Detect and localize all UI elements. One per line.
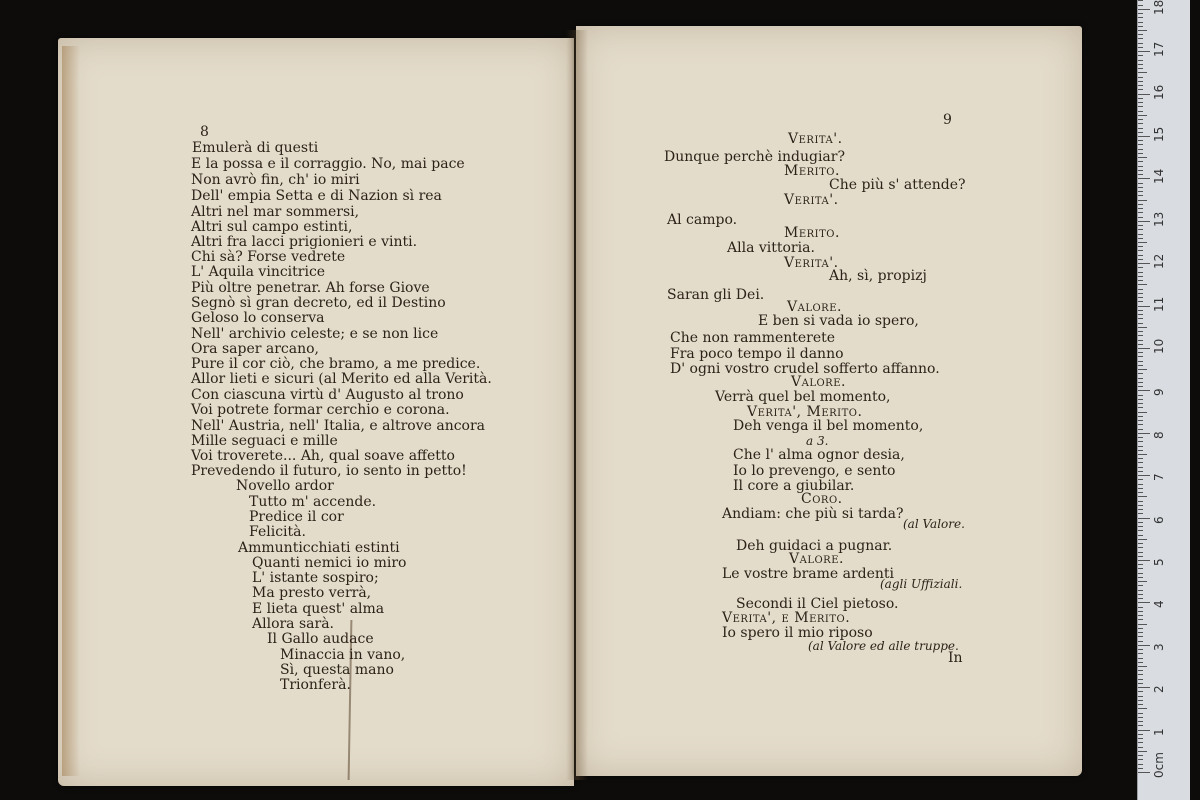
ruler-tick — [1138, 734, 1143, 735]
right-line: Dunque perchè indugiar? — [664, 149, 845, 165]
left-page-number: 8 — [200, 124, 209, 140]
ruler-tick — [1138, 687, 1150, 688]
ruler-tick — [1138, 293, 1143, 294]
ruler-label: 14 — [1152, 169, 1166, 185]
ruler-tick — [1138, 98, 1143, 99]
ruler-tick — [1138, 518, 1150, 519]
ruler-tick — [1138, 543, 1143, 544]
ruler-tick — [1138, 467, 1143, 468]
ruler-tick — [1138, 378, 1143, 379]
ruler-tick — [1138, 85, 1143, 86]
left-line: Quanti nemici io miro — [252, 555, 407, 571]
ruler-tick — [1138, 505, 1143, 506]
left-line: Nell' archivio celeste; e se non lice — [191, 326, 439, 342]
ruler-tick — [1138, 242, 1147, 243]
ruler-tick — [1138, 577, 1143, 578]
ruler-tick — [1138, 13, 1143, 14]
ruler-tick — [1138, 68, 1143, 69]
ruler-tick — [1138, 26, 1143, 27]
ruler-tick — [1138, 352, 1143, 353]
speaker-name: Coro. — [801, 491, 843, 507]
ruler-tick — [1138, 238, 1143, 239]
left-line: L' istante sospiro; — [252, 570, 379, 586]
ruler-tick — [1138, 471, 1143, 472]
right-line: Ah, sì, propizj — [829, 268, 927, 284]
ruler-label: 3 — [1152, 643, 1166, 651]
right-line: Che più s' attende? — [829, 177, 966, 193]
right-line: Io spero il mio riposo — [722, 625, 873, 641]
ruler-tick — [1138, 81, 1143, 82]
ruler-label: 7 — [1152, 473, 1166, 482]
left-line: Tutto m' accende. — [249, 494, 377, 510]
ruler-tick — [1138, 22, 1143, 23]
ruler-tick — [1138, 725, 1143, 726]
ruler-tick — [1138, 318, 1143, 319]
right-line: Che l' alma ognor desia, — [733, 447, 905, 463]
ruler-tick — [1138, 412, 1147, 413]
ruler-tick — [1138, 759, 1143, 760]
left-line: Con ciascuna virtù d' Augusto al trono — [191, 387, 464, 403]
ruler-tick — [1138, 755, 1143, 756]
right-line: Il core a giubilar. — [733, 478, 855, 494]
ruler-tick — [1138, 276, 1143, 277]
ruler-tick — [1138, 259, 1143, 260]
ruler-tick — [1138, 89, 1143, 90]
ruler-tick — [1138, 641, 1143, 642]
left-line: Felicità. — [249, 524, 306, 540]
speaker-name: Verita', Merito. — [747, 404, 863, 420]
ruler-tick — [1138, 730, 1150, 731]
ruler-tick — [1138, 43, 1143, 44]
ruler-tick — [1138, 522, 1143, 523]
ruler-tick — [1138, 484, 1143, 485]
ruler-tick — [1138, 327, 1147, 328]
catchword: In — [948, 650, 963, 666]
ruler-tick — [1138, 72, 1147, 73]
ruler-tick — [1138, 539, 1147, 540]
ruler-tick — [1138, 696, 1143, 697]
speaker-name: Valore. — [787, 299, 842, 315]
ruler-tick — [1138, 187, 1143, 188]
ruler-tick — [1138, 602, 1150, 603]
right-line: Andiam: che più si tarda? — [722, 506, 904, 522]
ruler-tick — [1138, 140, 1143, 141]
ruler-tick — [1138, 403, 1143, 404]
ruler-tick — [1138, 547, 1143, 548]
ruler-tick — [1138, 289, 1143, 290]
ruler-tick — [1138, 573, 1143, 574]
right-line: Deh guidaci a pugnar. — [736, 538, 893, 554]
ruler-tick — [1138, 462, 1143, 463]
ruler-tick — [1138, 526, 1143, 527]
left-line: Ora saper arcano, — [191, 341, 320, 357]
ruler-tick — [1138, 111, 1143, 112]
ruler-tick — [1138, 585, 1143, 586]
left-line: Mille seguaci e mille — [191, 433, 338, 449]
left-line: Altri fra lacci prigionieri e vinti. — [191, 234, 418, 250]
ruler-tick — [1138, 128, 1143, 129]
left-line: Nell' Austria, nell' Italia, e altrove ancora — [191, 418, 486, 434]
stage-direction: a 3. — [806, 434, 829, 448]
ruler-tick — [1138, 590, 1143, 591]
left-line: E la possa e il corraggio. No, mai pace — [191, 156, 465, 172]
ruler-tick — [1138, 424, 1143, 425]
ruler-tick — [1138, 174, 1143, 175]
left-line: Geloso lo conserva — [191, 310, 325, 326]
ruler-tick — [1138, 157, 1147, 158]
ruler-tick — [1138, 34, 1143, 35]
ruler-label: 13 — [1152, 211, 1166, 227]
ruler-tick — [1138, 386, 1143, 387]
ruler-label: 16 — [1152, 84, 1166, 100]
ruler-tick — [1138, 556, 1143, 557]
left-line: Trionferà. — [280, 677, 351, 693]
ruler-tick — [1138, 433, 1150, 434]
left-line: Il Gallo audace — [267, 631, 374, 647]
ruler-tick — [1138, 738, 1143, 739]
right-line: Fra poco tempo il danno — [670, 346, 844, 362]
left-line: Ammunticchiati estinti — [238, 540, 400, 556]
stage-direction: (agli Uffiziali. — [880, 577, 963, 591]
ruler-tick — [1138, 234, 1143, 235]
ruler-tick — [1138, 225, 1143, 226]
right-line: Le vostre brame ardenti — [722, 566, 895, 582]
speaker-name: Verita'. — [784, 255, 839, 271]
ruler-tick — [1138, 9, 1150, 10]
ruler-label: 1 — [1152, 727, 1166, 736]
ruler-tick — [1138, 149, 1143, 150]
ruler-tick — [1138, 564, 1143, 565]
ruler-tick — [1138, 166, 1143, 167]
ruler-tick — [1138, 742, 1143, 743]
ruler-tick — [1138, 552, 1143, 553]
ruler-tick — [1138, 0, 1143, 1]
ruler-tick — [1138, 340, 1143, 341]
left-line: E lieta quest' alma — [252, 601, 385, 617]
ruler-tick — [1138, 208, 1143, 209]
ruler-tick — [1138, 568, 1143, 569]
stage-direction: (al Valore ed alle truppe. — [808, 639, 959, 653]
ruler-tick — [1138, 246, 1143, 247]
ruler-tick — [1138, 479, 1143, 480]
ruler-tick — [1138, 267, 1143, 268]
ruler-tick — [1138, 310, 1143, 311]
ruler-tick — [1138, 708, 1147, 709]
measurement-ruler — [1137, 0, 1190, 800]
right-line: Alla vittoria. — [727, 240, 815, 256]
ruler-tick — [1138, 64, 1143, 65]
speaker-name: Verita'. — [784, 192, 839, 208]
ruler-label: 10 — [1152, 338, 1166, 354]
ruler-tick — [1138, 94, 1150, 95]
ruler-tick — [1138, 280, 1143, 281]
ruler-tick — [1138, 119, 1143, 120]
ruler-tick — [1138, 115, 1147, 116]
ruler-tick — [1138, 255, 1143, 256]
ruler-tick — [1138, 183, 1143, 184]
ruler-tick — [1138, 407, 1143, 408]
ruler-tick — [1138, 454, 1147, 455]
ruler-tick — [1138, 674, 1143, 675]
ruler-tick — [1138, 297, 1143, 298]
ruler-tick — [1138, 713, 1143, 714]
right-page-number: 9 — [943, 112, 952, 128]
ruler-tick — [1138, 55, 1143, 56]
ruler-tick — [1138, 429, 1143, 430]
left-line: Sì, questa mano — [280, 662, 394, 678]
ruler-tick — [1138, 581, 1147, 582]
ruler-tick — [1138, 649, 1143, 650]
ruler-tick — [1138, 535, 1143, 536]
ruler-tick — [1138, 123, 1143, 124]
ruler-tick — [1138, 624, 1147, 625]
ruler-label: 4 — [1152, 600, 1166, 609]
right-line: Che non rammenterete — [670, 330, 836, 346]
ruler-tick — [1138, 331, 1143, 332]
left-line: Altri nel mar sommersi, — [191, 204, 360, 220]
left-line: Allora sarà. — [252, 616, 335, 632]
ruler-tick — [1138, 77, 1143, 78]
speaker-name: Merito. — [784, 163, 840, 179]
ruler-label: 5 — [1152, 558, 1166, 566]
ruler-tick — [1138, 496, 1147, 497]
ruler-label: 9 — [1152, 388, 1166, 397]
speaker-name: Valore. — [791, 374, 846, 390]
ruler-tick — [1138, 395, 1143, 396]
ruler-tick — [1138, 441, 1143, 442]
ruler-tick — [1138, 217, 1143, 218]
ruler-tick — [1138, 632, 1143, 633]
ruler-tick — [1138, 501, 1143, 502]
ruler-tick — [1138, 619, 1143, 620]
ruler-tick — [1138, 200, 1147, 201]
ruler-tick — [1138, 530, 1143, 531]
ruler-tick — [1138, 272, 1143, 273]
ruler-tick — [1138, 17, 1143, 18]
ruler-tick — [1138, 420, 1143, 421]
ruler-tick — [1138, 106, 1143, 107]
ruler-tick — [1138, 679, 1143, 680]
ruler-tick — [1138, 450, 1143, 451]
ruler-tick — [1138, 263, 1150, 264]
ruler-tick — [1138, 594, 1143, 595]
left-line: Ma presto verrà, — [252, 585, 372, 601]
speaker-name: Verita'. — [788, 131, 843, 147]
ruler-tick — [1138, 768, 1143, 769]
ruler-tick — [1138, 437, 1143, 438]
ruler-tick — [1138, 560, 1150, 561]
ruler-label: 11 — [1152, 296, 1166, 312]
ruler-tick — [1138, 361, 1143, 362]
ruler-tick — [1138, 704, 1143, 705]
ruler-tick — [1138, 38, 1143, 39]
left-line: Dell' empia Setta e di Nazion sì rea — [191, 188, 442, 204]
ruler-tick — [1138, 670, 1143, 671]
ruler-tick — [1138, 102, 1143, 103]
ruler-tick — [1138, 60, 1143, 61]
right-line: Io lo prevengo, e sento — [733, 463, 896, 479]
ruler-label: 12 — [1152, 253, 1166, 270]
ruler-tick — [1138, 615, 1143, 616]
ruler-tick — [1138, 658, 1143, 659]
right-line: Secondi il Ciel pietoso. — [736, 596, 899, 612]
ruler-label: 8 — [1152, 431, 1166, 439]
ruler-tick — [1138, 488, 1143, 489]
left-line: Segnò sì gran decreto, ed il Destino — [191, 295, 446, 311]
ruler-tick — [1138, 306, 1150, 307]
ruler-tick — [1138, 764, 1143, 765]
right-line: Deh venga il bel momento, — [733, 418, 924, 434]
ruler-tick — [1138, 373, 1143, 374]
ruler-tick — [1138, 323, 1143, 324]
ruler-tick — [1138, 136, 1150, 137]
ruler-tick — [1138, 314, 1143, 315]
ruler-label: 17 — [1152, 41, 1166, 58]
left-line: Chi sà? Forse vedrete — [191, 249, 346, 265]
ruler-label: 2 — [1152, 685, 1166, 694]
ruler-tick — [1138, 458, 1143, 459]
ruler-tick — [1138, 772, 1150, 773]
right-line: D' ogni vostro crudel sofferto affanno. — [670, 361, 940, 377]
ruler-tick — [1138, 229, 1143, 230]
ruler-tick — [1138, 666, 1147, 667]
ruler-tick — [1138, 178, 1150, 179]
ruler-tick — [1138, 662, 1143, 663]
ruler-tick — [1138, 191, 1143, 192]
stage-direction: (al Valore. — [903, 517, 965, 531]
ruler-tick — [1138, 492, 1143, 493]
ruler-tick — [1138, 598, 1143, 599]
ruler-label: 15 — [1152, 126, 1166, 142]
ruler-tick — [1138, 204, 1143, 205]
ruler-tick — [1138, 446, 1143, 447]
ruler-label: 18 — [1152, 0, 1166, 15]
ruler-label: 6 — [1152, 515, 1166, 524]
ruler-tick — [1138, 170, 1143, 171]
ruler-tick — [1138, 47, 1143, 48]
left-line: Altri sul campo estinti, — [191, 219, 353, 235]
ruler-tick — [1138, 153, 1143, 154]
ruler-tick — [1138, 607, 1143, 608]
right-line: Saran gli Dei. — [667, 287, 765, 303]
ruler-label: 0cm — [1152, 752, 1166, 778]
ruler-tick — [1138, 645, 1150, 646]
ruler-tick — [1138, 399, 1143, 400]
right-line: Al campo. — [667, 212, 738, 228]
ruler-tick — [1138, 51, 1150, 52]
page-edge-stain — [62, 46, 80, 776]
ruler-tick — [1138, 636, 1143, 637]
left-line: Minaccia in vano, — [280, 647, 406, 663]
left-line: Allor lieti e sicuri (al Merito ed alla Verità. — [191, 371, 492, 387]
left-line: Più oltre penetrar. Ah forse Giove — [191, 280, 430, 296]
ruler-tick — [1138, 382, 1143, 383]
ruler-tick — [1138, 611, 1143, 612]
ruler-tick — [1138, 691, 1143, 692]
ruler-tick — [1138, 475, 1150, 476]
left-line: Emulerà di questi — [192, 140, 319, 156]
ruler-tick — [1138, 747, 1143, 748]
ruler-tick — [1138, 653, 1143, 654]
ruler-tick — [1138, 212, 1143, 213]
ruler-tick — [1138, 5, 1143, 6]
left-line: Non avrò fin, ch' io miri — [191, 172, 360, 188]
ruler-tick — [1138, 144, 1143, 145]
ruler-tick — [1138, 628, 1143, 629]
ruler-tick — [1138, 721, 1143, 722]
ruler-tick — [1138, 335, 1143, 336]
ruler-tick — [1138, 717, 1143, 718]
ruler-tick — [1138, 195, 1143, 196]
ruler-tick — [1138, 416, 1143, 417]
left-line: Pure il cor ciò, che bramo, a me predice. — [191, 356, 481, 372]
ruler-tick — [1138, 700, 1143, 701]
left-line: Voi potrete formar cerchio e corona. — [191, 402, 450, 418]
ruler-tick — [1138, 751, 1147, 752]
ruler-tick — [1138, 513, 1143, 514]
ruler-tick — [1138, 221, 1150, 222]
right-line: Verrà quel bel momento, — [715, 389, 891, 405]
left-line: Prevedendo il futuro, io sento in petto! — [191, 463, 467, 479]
ruler-tick — [1138, 132, 1143, 133]
ruler-tick — [1138, 369, 1147, 370]
left-line: Voi troverete... Ah, qual soave affetto — [191, 448, 455, 464]
ruler-tick — [1138, 344, 1143, 345]
ruler-tick — [1138, 250, 1143, 251]
speaker-name: Verita', e Merito. — [722, 610, 851, 626]
ruler-tick — [1138, 390, 1150, 391]
ruler-tick — [1138, 365, 1143, 366]
ruler-tick — [1138, 30, 1147, 31]
book-gutter — [566, 30, 588, 780]
ruler-tick — [1138, 348, 1150, 349]
left-line: Predice il cor — [249, 509, 344, 525]
ruler-tick — [1138, 301, 1143, 302]
ruler-tick — [1138, 161, 1143, 162]
ruler-tick — [1138, 683, 1143, 684]
right-line: E ben si vada io spero, — [758, 313, 919, 329]
ruler-tick — [1138, 284, 1147, 285]
ruler-tick — [1138, 356, 1143, 357]
ruler-tick — [1138, 509, 1143, 510]
left-line: L' Aquila vincitrice — [191, 264, 326, 280]
speaker-name: Valore. — [789, 551, 844, 567]
speaker-name: Merito. — [784, 225, 840, 241]
left-line: Novello ardor — [236, 478, 334, 494]
